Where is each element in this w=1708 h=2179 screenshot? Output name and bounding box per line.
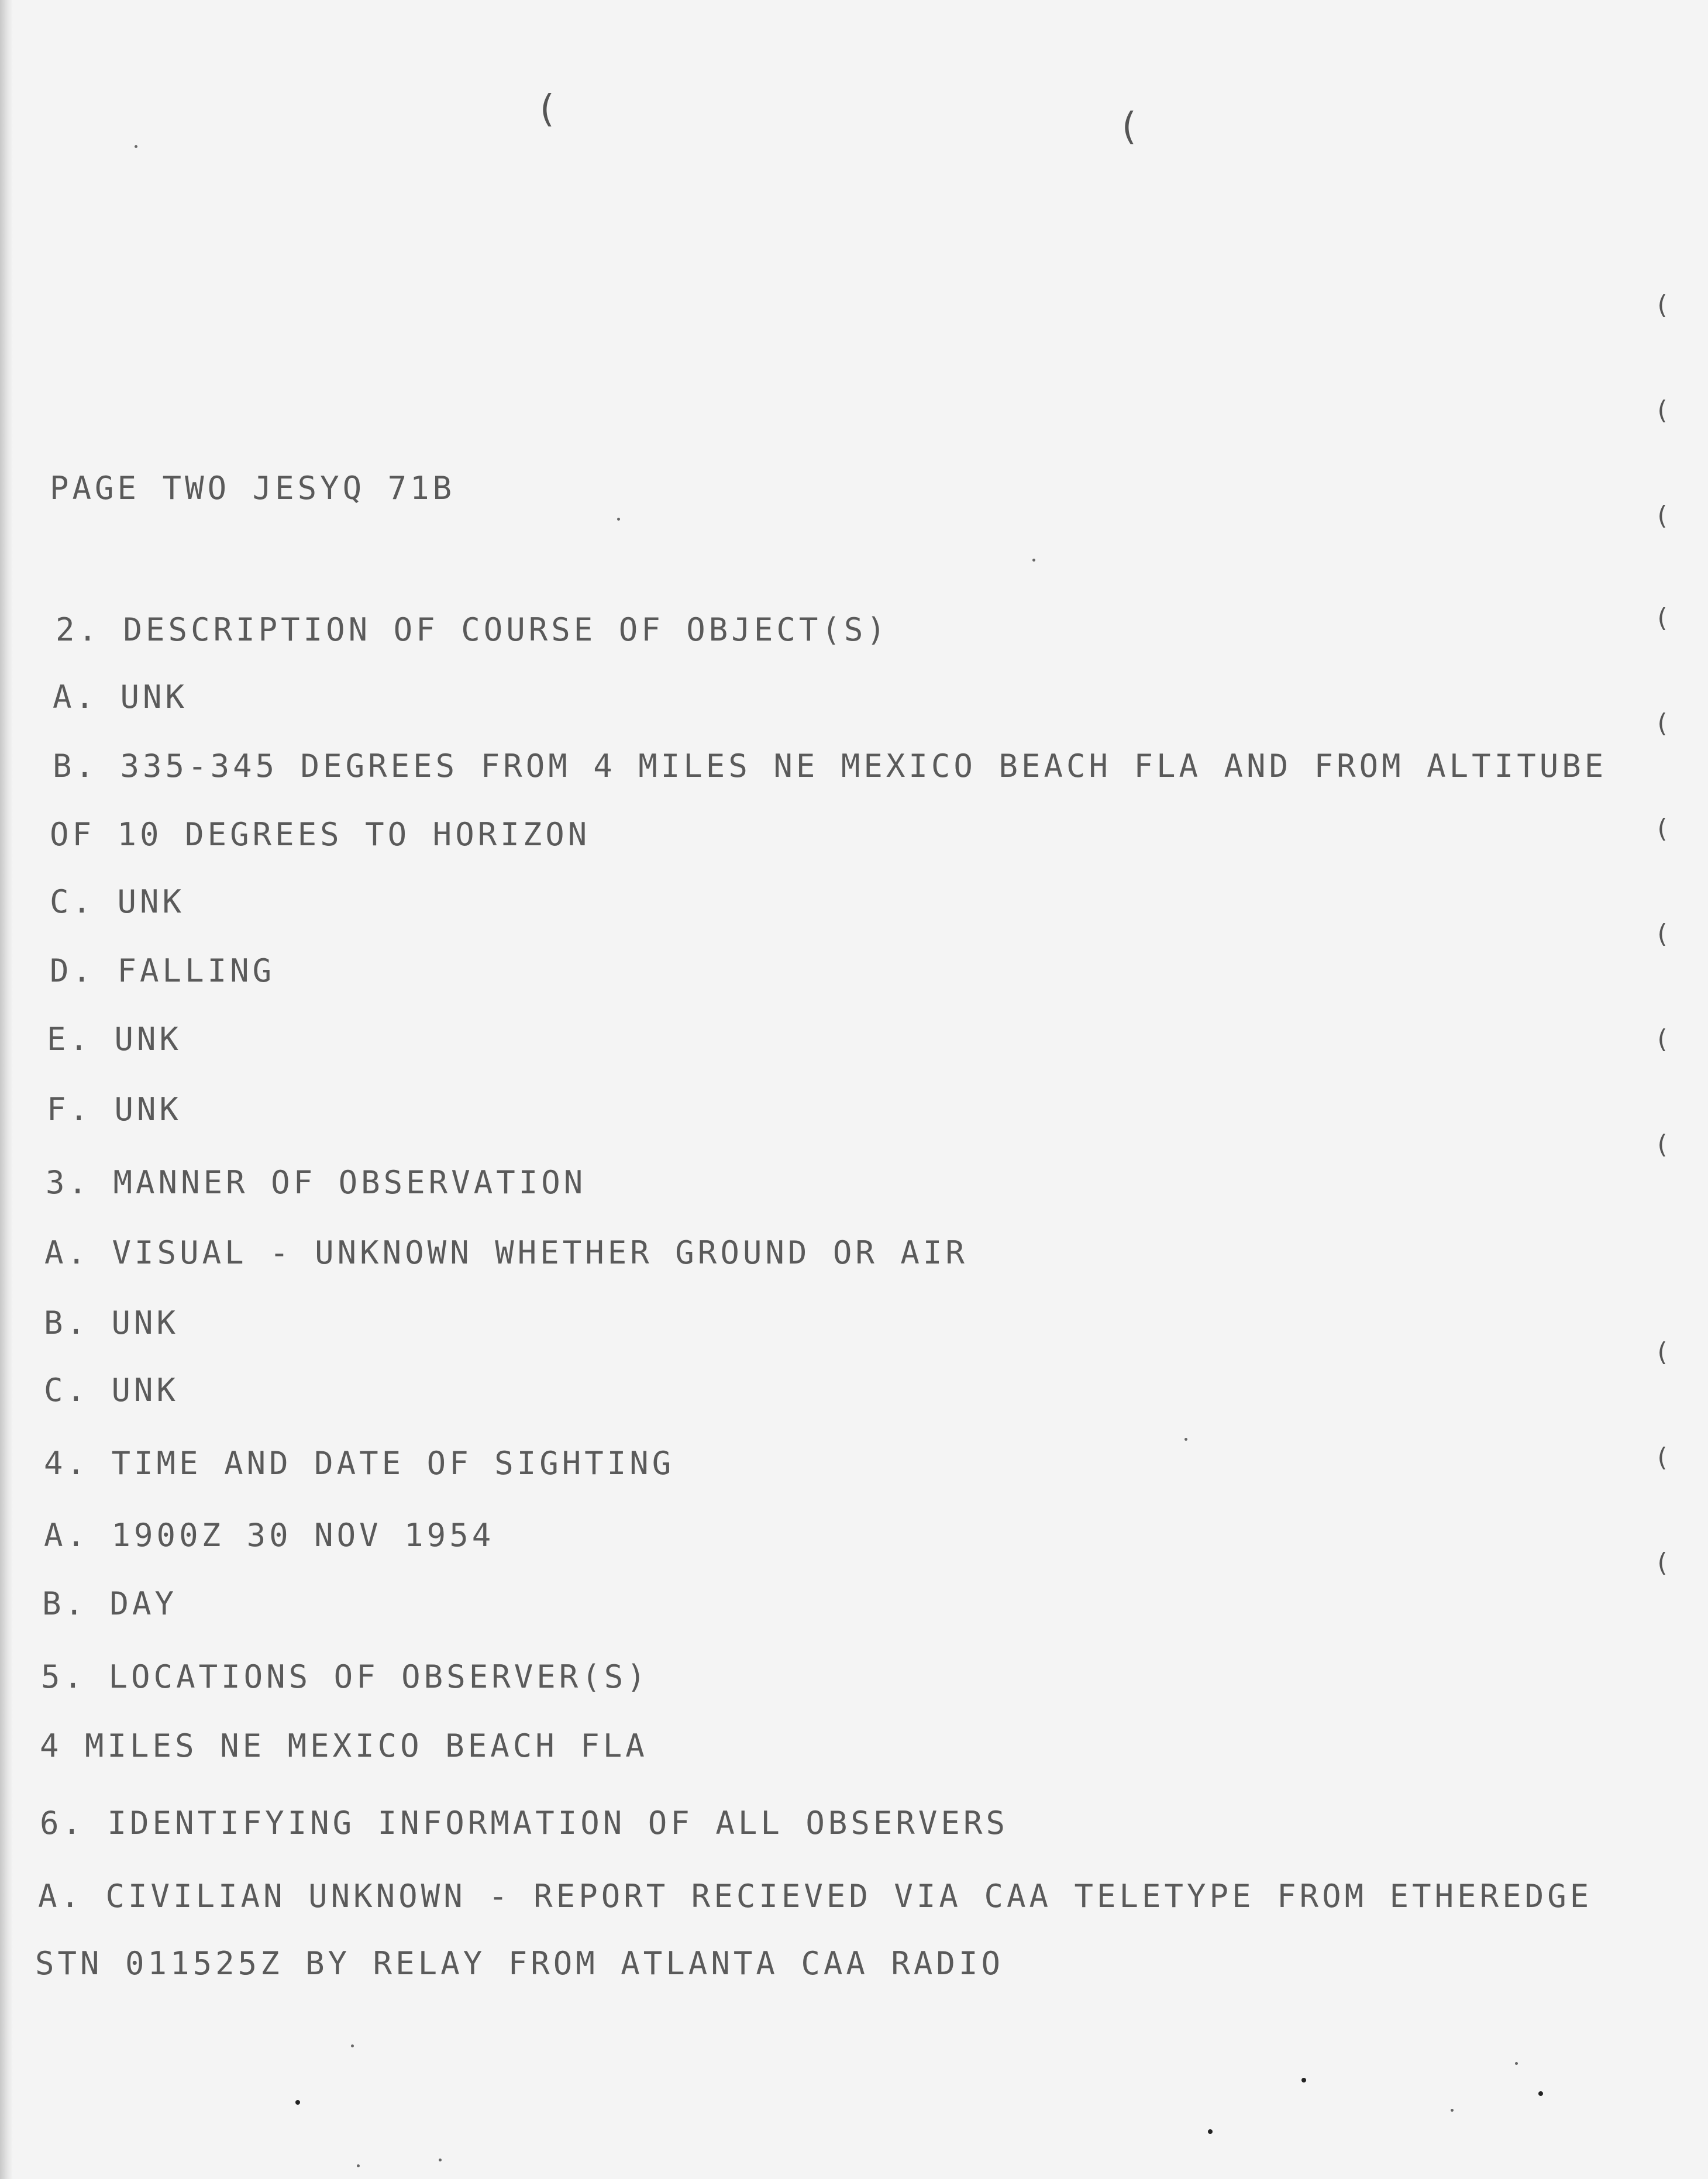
speck [617, 518, 620, 521]
top-paren-mark: ( [1117, 105, 1140, 149]
speck [351, 2044, 354, 2047]
speck [1301, 2078, 1306, 2082]
speck [1032, 559, 1035, 562]
page-header: PAGE TWO JESYQ 71B [50, 470, 456, 507]
section-6-heading: 6. IDENTIFYING INFORMATION OF ALL OBSERVERS [40, 1805, 1008, 1841]
item-6a-continued: STN 011525Z BY RELAY FROM ATLANTA CAA RADIO [35, 1945, 1004, 1982]
margin-paren-mark: ( [1654, 1443, 1670, 1472]
item-4a: A. 1900Z 30 NOV 1954 [44, 1517, 495, 1554]
margin-paren-mark: ( [1654, 814, 1670, 844]
item-3a: A. VISUAL - UNKNOWN WHETHER GROUND OR AIR [44, 1234, 968, 1271]
speck [295, 2100, 300, 2105]
margin-paren-mark: ( [1654, 708, 1670, 738]
item-2b: B. 335-345 DEGREES FROM 4 MILES NE MEXICO BEACH FLA AND FROM ALTITUBE [53, 748, 1607, 784]
page-left-edge [0, 0, 13, 2179]
section-5-heading: 5. LOCATIONS OF OBSERVER(S) [41, 1658, 649, 1695]
item-2d: D. FALLING [50, 952, 276, 989]
speck [1538, 2091, 1543, 2096]
section-3-heading: 3. MANNER OF OBSERVATION [46, 1164, 587, 1201]
item-3b: B. UNK [44, 1304, 180, 1341]
item-3c: C. UNK [44, 1372, 180, 1409]
top-paren-mark: ( [535, 88, 558, 131]
margin-paren-mark: ( [1654, 1337, 1670, 1367]
margin-paren-mark: ( [1654, 1024, 1670, 1054]
margin-paren-mark: ( [1654, 290, 1670, 320]
margin-paren-mark: ( [1654, 1130, 1670, 1159]
item-4b: B. DAY [42, 1585, 178, 1622]
item-2f: F. UNK [47, 1091, 182, 1128]
margin-paren-mark: ( [1654, 919, 1670, 949]
margin-paren-mark: ( [1654, 1548, 1670, 1578]
speck [1184, 1438, 1187, 1441]
section-4-heading: 4. TIME AND DATE OF SIGHTING [44, 1445, 675, 1482]
speck [1515, 2062, 1518, 2065]
margin-paren-mark: ( [1654, 501, 1670, 531]
speck [439, 2159, 442, 2161]
section-2-heading: 2. DESCRIPTION OF COURSE OF OBJECT(S) [56, 611, 889, 648]
item-2b-continued: OF 10 DEGREES TO HORIZON [50, 816, 591, 853]
speck [357, 2164, 360, 2167]
margin-paren-mark: ( [1654, 395, 1670, 425]
item-2e: E. UNK [47, 1021, 182, 1058]
item-6a: A. CIVILIAN UNKNOWN - REPORT RECIEVED VIA CAA TELETYPE FROM ETHEREDGE [38, 1878, 1593, 1915]
speck [1208, 2129, 1213, 2134]
margin-paren-mark: ( [1654, 603, 1670, 633]
speck [1451, 2109, 1454, 2112]
item-2c: C. UNK [50, 883, 185, 920]
item-2a: A. UNK [53, 679, 188, 715]
observer-location: 4 MILES NE MEXICO BEACH FLA [40, 1727, 648, 1764]
speck [135, 145, 137, 148]
